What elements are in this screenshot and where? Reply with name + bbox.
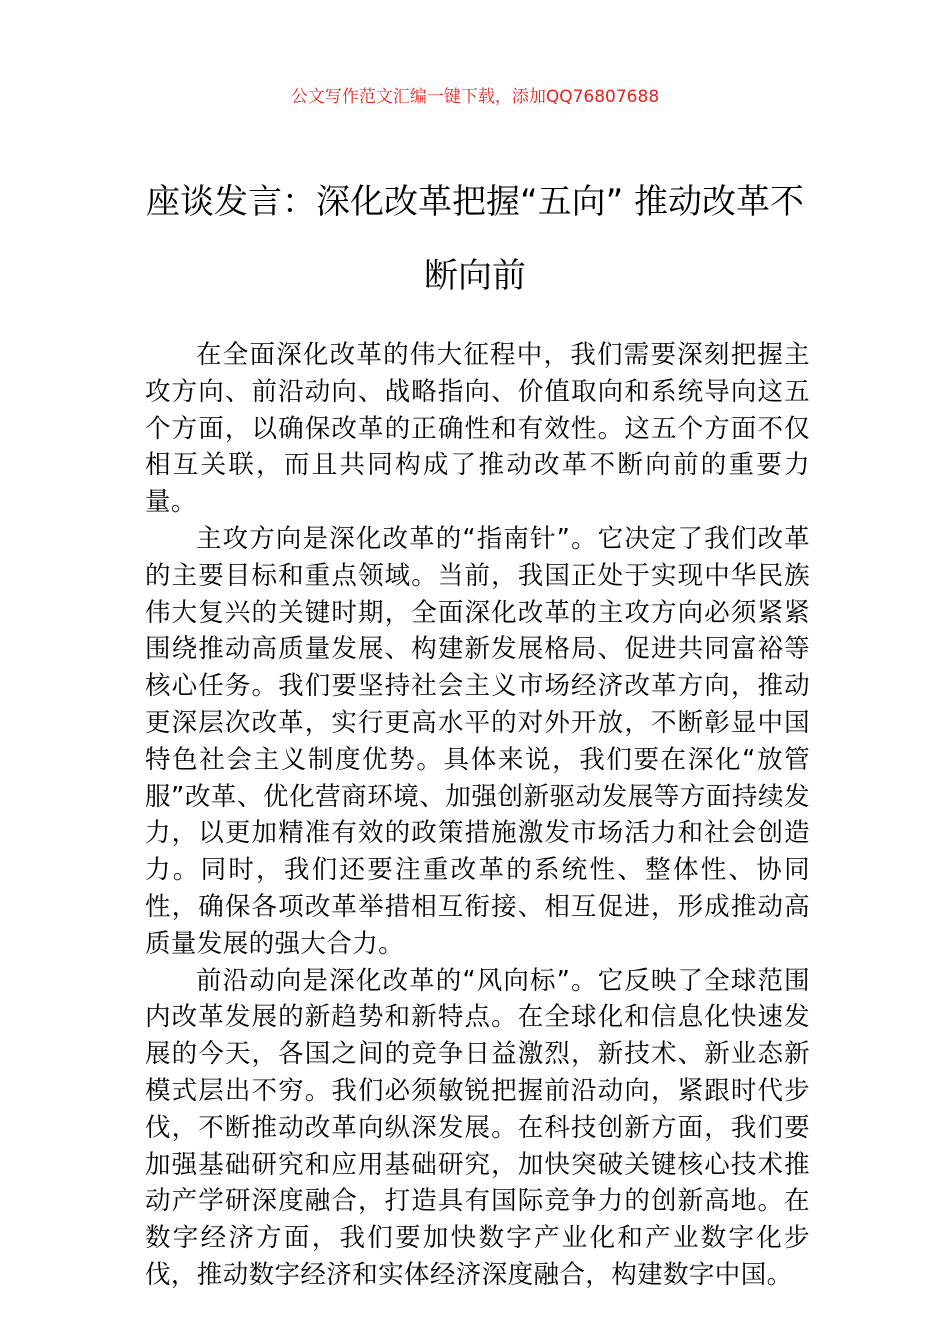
paragraph: 主攻方向是深化改革的“指南针”。它决定了我们改革的主要目标和重点领域。当前，我国正处于实现中华民族伟大复兴的关键时期，全面深化改革的主攻方向必须紧紧围绕推动高质量发展、构建新发展格局、促进共同富裕等核心任务。我们要坚持社会主义市场经济改革方向，推动更深层次改革，实行更高水平的对外开放，不断彰显中国特色社会主义制度优势。具体来说，我们要在深化“放管服”改革、优化营商环境、加强创新驱动发展等方面持续发力，以更加精准有效的政策措施激发市场活力和社会创造力。同时，我们还要注重改革的系统性、整体性、协同性，确保各项改革举措相互衔接、相互促进，形成推动高质量发展的强大合力。 (145, 523, 810, 959)
header-note: 公文写作范文汇编一键下载，添加QQ76807688 (290, 87, 660, 107)
paragraph: 前沿动向是深化改革的“风向标”。它反映了全球范围内改革发展的新趋势和新特点。在全球化和信息化快速发展的今天，各国之间的竞争日益激烈，新技术、新业态新模式层出不穷。我们必须敏锐把握前沿动向，紧跟时代步伐，不断推动改革向纵深发展。在科技创新方面，我们要加强基础研究和应用基础研究，加快突破关键核心技术推动产学研深度融合，打造具有国际竞争力的创新高地。在数字经济方面，我们要加快数字产业化和产业数字化步伐，推动数字经济和实体经济深度融合，构建数字中国。 (145, 965, 810, 1290)
paragraph: 在全面深化改革的伟大征程中，我们需要深刻把握主攻方向、前沿动向、战略指向、价值取向和系统导向这五个方面，以确保改革的正确性和有效性。这五个方面不仅相互关联，而且共同构成了推动改革不断向前的重要力量。 (145, 340, 810, 518)
document-body (145, 337, 810, 1294)
document-title: 座谈发言：深化改革把握“五向” 推动改革不断向前 (145, 182, 805, 296)
